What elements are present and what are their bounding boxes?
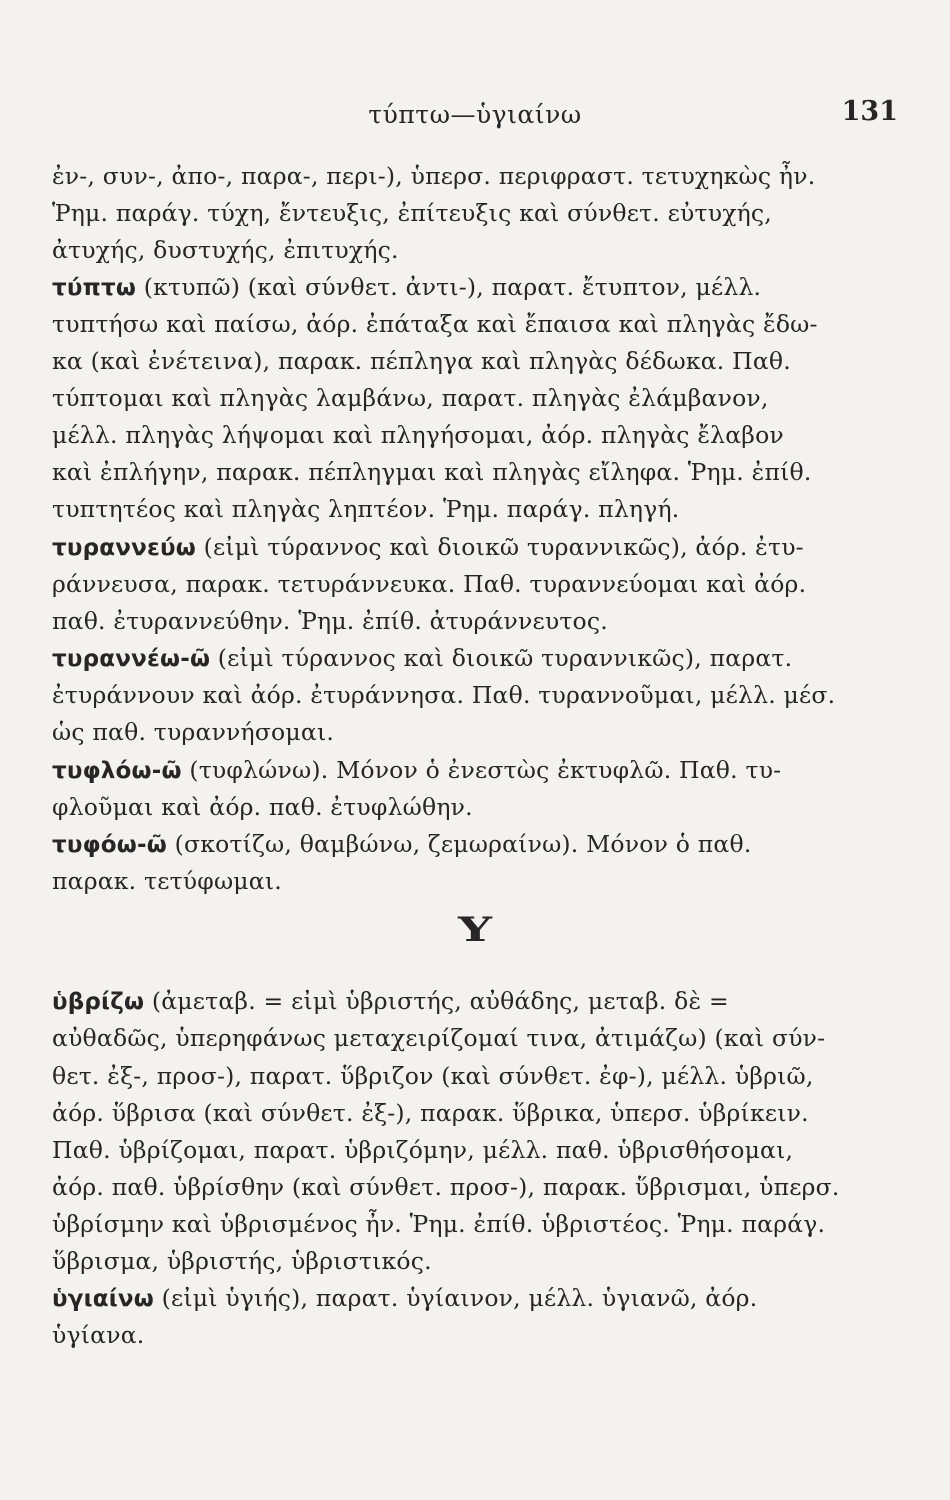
entry-headword: τυφλόω-ῶ	[52, 758, 182, 784]
text-line	[52, 271, 900, 307]
line-text: τύπτομαι καὶ πληγὰς λαμβάνω, παρατ. πληγὰς ἐλάμβανον,	[52, 384, 769, 412]
text-line	[52, 1097, 900, 1133]
line-text: ὑβρίσμην καὶ ὑβρισμένος ἦν. Ῥημ. ἐπίθ. ὑβριστέος. Ῥημ. παράγ.	[52, 1210, 826, 1238]
text-line	[52, 1022, 900, 1058]
text-line	[52, 1060, 900, 1096]
entry-headword: τύπτω	[52, 275, 137, 301]
text-line	[52, 419, 900, 455]
line-text: ἀόρ. παθ. ὑβρίσθην (καὶ σύνθετ. προσ-), παρακ. ὕβρισμαι, ὑπερσ.	[52, 1173, 840, 1201]
line-text: κα (καὶ ἐνέτεινα), παρακ. πέπληγα καὶ πληγὰς δέδωκα. Παθ.	[52, 347, 791, 375]
text-line	[52, 1319, 900, 1355]
entry-headword: ὑβρίζω	[52, 989, 145, 1015]
text-line	[52, 1208, 900, 1244]
text-line	[52, 642, 900, 678]
line-text: τυπτητέος καὶ πληγὰς ληπτέον. Ῥημ. παράγ. πληγή.	[52, 495, 680, 523]
entry-headword: ὑγιαίνω	[52, 1286, 154, 1312]
page-number: 131	[841, 96, 898, 127]
text-line	[52, 828, 900, 864]
text-line	[52, 716, 900, 752]
line-text: καὶ ἐπλήγην, παρακ. πέπληγμαι καὶ πληγὰς εἴληφα. Ῥημ. ἐπίθ.	[52, 458, 812, 486]
running-head	[0, 96, 950, 134]
line-text: ἐτυράννουν καὶ ἀόρ. ἐτυράννησα. Παθ. τυραννοῦμαι, μέλλ. μέσ.	[52, 681, 836, 709]
text-line	[52, 1171, 900, 1207]
text-line	[52, 493, 900, 529]
line-text: θετ. ἐξ-, προσ-), παρατ. ὕβριζον (καὶ σύνθετ. ἐφ-), μέλλ. ὑβριῶ,	[52, 1062, 814, 1090]
line-text: ὕβρισμα, ὑβριστής, ὑβριστικός.	[52, 1247, 432, 1275]
line-text: (εἰμὶ τύραννος καὶ διοικῶ τυραννικῶς), παρατ.	[210, 644, 793, 672]
line-text: (κτυπῶ) (καὶ σύνθετ. ἀντι-), παρατ. ἔτυπτον, μέλλ.	[136, 273, 762, 301]
text-line	[52, 791, 900, 827]
line-text: παθ. ἐτυραννεύθην. Ῥημ. ἐπίθ. ἀτυράννευτος.	[52, 607, 608, 635]
text-line	[52, 308, 900, 344]
text-line	[52, 345, 900, 381]
text-line	[52, 1245, 900, 1281]
text-line	[52, 679, 900, 715]
text-line	[52, 605, 900, 641]
text-line	[52, 568, 900, 604]
text-line	[52, 531, 900, 567]
section-letter-upsilon: Υ	[458, 910, 492, 950]
line-text: Παθ. ὑβρίζομαι, παρατ. ὑβριζόμην, μέλλ. παθ. ὑβρισθήσομαι,	[52, 1136, 794, 1164]
text-line	[52, 456, 900, 492]
line-text: ἐν-, συν-, ἀπο-, παρα-, περι-), ὑπερσ. περιφραστ. τετυχηκὼς ἦν.	[52, 162, 816, 190]
entry-headword: τυραννεύω	[52, 535, 196, 561]
line-text: Ῥημ. παράγ. τύχη, ἔντευξις, ἐπίτευξις καὶ σύνθετ. εὐτυχής,	[52, 199, 772, 227]
line-text: (ἀμεταβ. = εἰμὶ ὑβριστής, αὐθάδης, μεταβ. δὲ =	[144, 987, 729, 1015]
line-text: (τυφλώνω). Μόνον ὁ ἐνεστὼς ἐκτυφλῶ. Παθ. τυ-	[181, 756, 782, 784]
line-text: (εἰμὶ τύραννος καὶ διοικῶ τυραννικῶς), ἀόρ. ἐτυ-	[195, 533, 804, 561]
line-text: ράννευσα, παρακ. τετυράννευκα. Παθ. τυραννεύομαι καὶ ἀόρ.	[52, 570, 807, 598]
text-line	[52, 1134, 900, 1170]
text-line	[52, 1282, 900, 1318]
line-text: αὐθαδῶς, ὑπερηφάνως μεταχειρίζομαί τινα, ἀτιμάζω) (καὶ σύν-	[52, 1024, 826, 1052]
line-text: ὑγίανα.	[52, 1321, 145, 1349]
text-line	[52, 865, 900, 901]
text-line	[52, 197, 900, 233]
running-title: τύπτω—ὑγιαίνω	[368, 100, 582, 129]
entry-headword: τυφόω-ῶ	[52, 832, 167, 858]
entry-headword: τυραννέω-ῶ	[52, 646, 211, 672]
line-text: ἀόρ. ὕβρισα (καὶ σύνθετ. ἐξ-), παρακ. ὕβρικα, ὑπερσ. ὑβρίκειν.	[52, 1099, 809, 1127]
line-text: παρακ. τετύφωμαι.	[52, 867, 282, 895]
text-line	[52, 985, 900, 1021]
line-text: μέλλ. πληγὰς λήψομαι καὶ πληγήσομαι, ἀόρ. πληγὰς ἔλαβον	[52, 421, 784, 449]
line-text: ὡς παθ. τυραννήσομαι.	[52, 718, 335, 746]
line-text: (σκοτίζω, θαμβώνω, ζεμωραίνω). Μόνον ὁ παθ.	[166, 830, 752, 858]
text-line	[52, 234, 900, 270]
line-text: ἀτυχής, δυστυχής, ἐπιτυχής.	[52, 236, 399, 264]
line-text: τυπτήσω καὶ παίσω, ἀόρ. ἐπάταξα καὶ ἔπαισα καὶ πληγὰς ἔδω-	[52, 310, 818, 338]
text-line	[52, 754, 900, 790]
line-text: φλοῦμαι καὶ ἀόρ. παθ. ἐτυφλώθην.	[52, 793, 473, 821]
line-text: (εἰμὶ ὑγιής), παρατ. ὑγίαινον, μέλλ. ὑγιανῶ, ἀόρ.	[153, 1284, 758, 1312]
text-line	[52, 160, 900, 196]
text-line	[52, 382, 900, 418]
